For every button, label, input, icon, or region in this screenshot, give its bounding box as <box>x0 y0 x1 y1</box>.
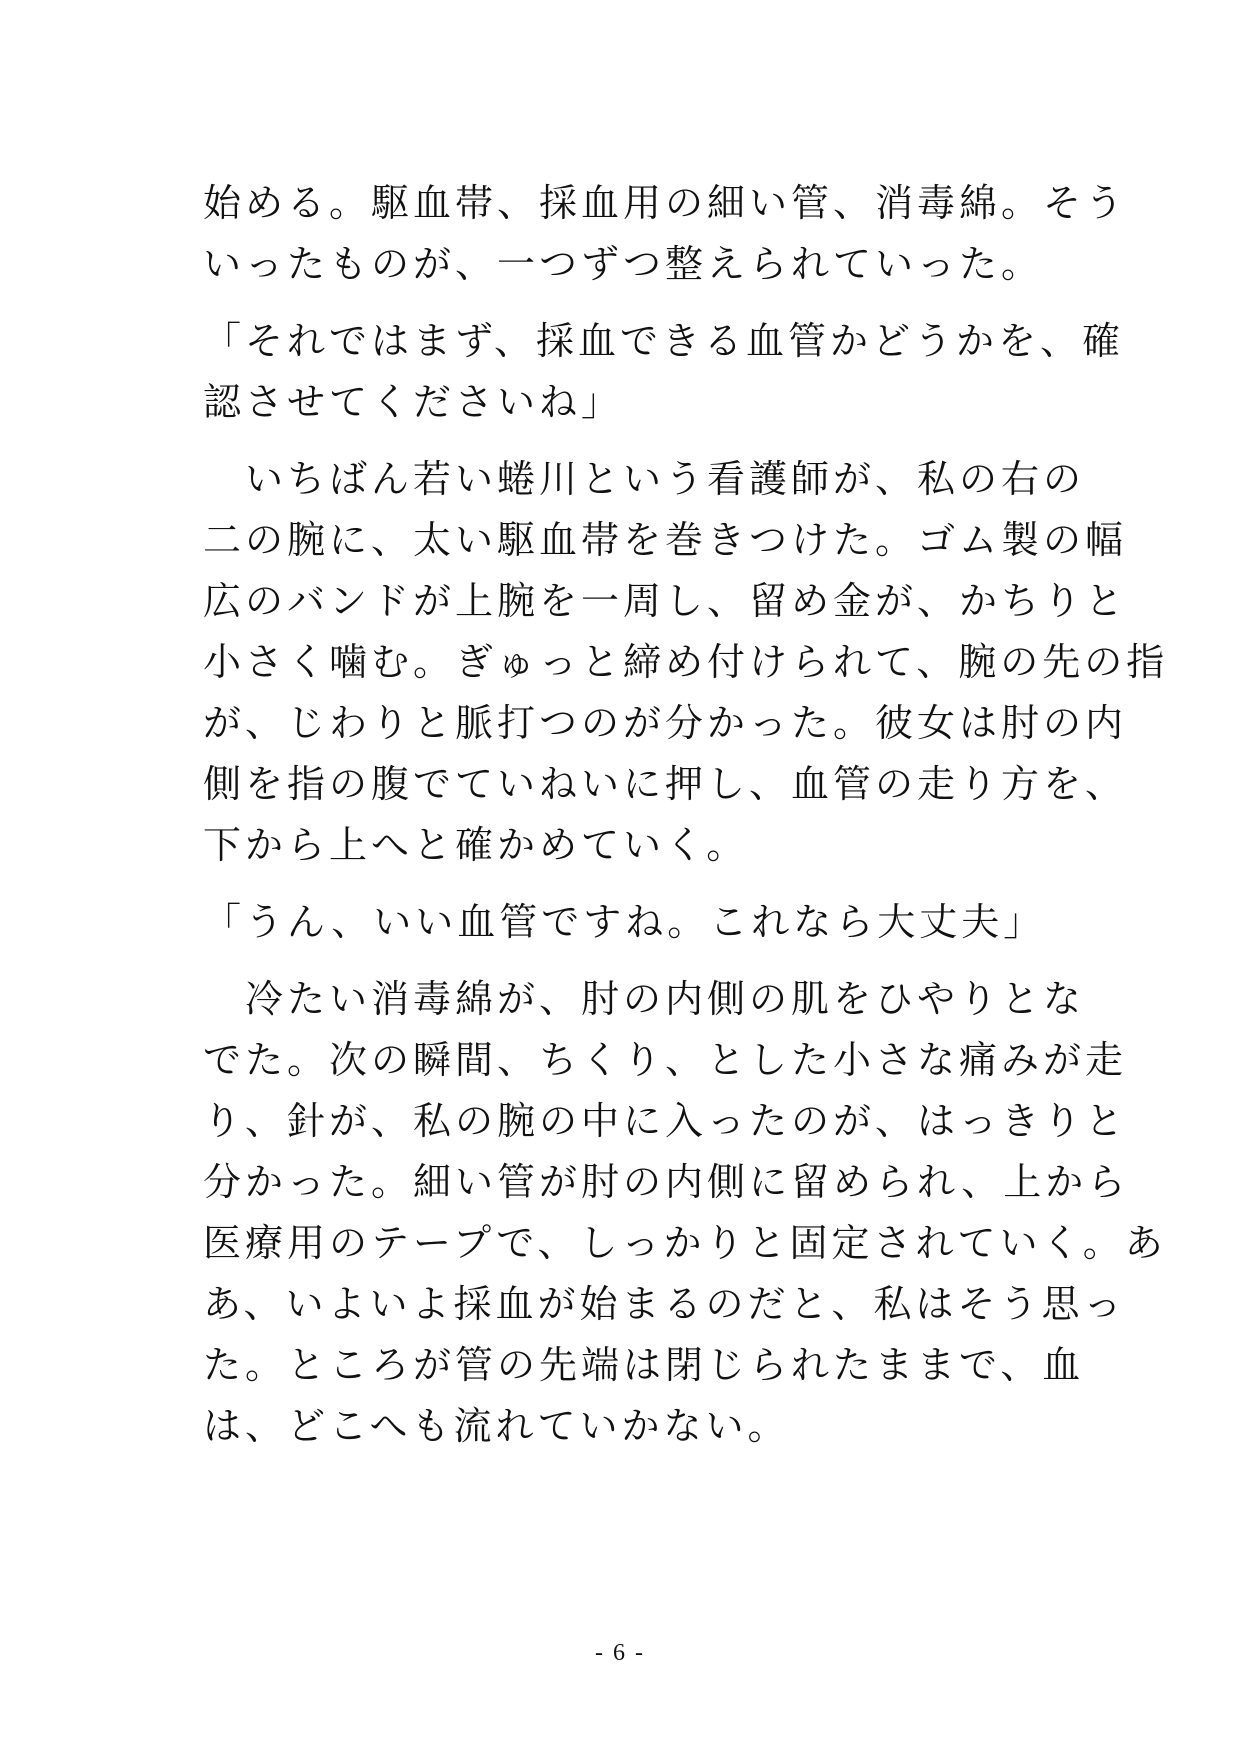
text-line: 側を指の腹でていねいに押し、血管の走り方を、 <box>203 762 1128 806</box>
text-line: 小さく噛む。ぎゅっと締め付けられて、腕の先の指 <box>203 640 1169 684</box>
paragraph-4-dialogue <box>203 892 1051 953</box>
text-line: いちばん若い蜷川という看護師が、私の右の <box>203 457 1086 501</box>
text-line: でた。次の瞬間、ちくり、とした小さな痛みが走 <box>203 1038 1128 1082</box>
text-line: 冷たい消毒綿が、肘の内側の肌をひやりとな <box>203 977 1086 1021</box>
text-line: 下から上へと確かめていく。 <box>203 823 749 867</box>
text-line: 「うん、いい血管ですね。これなら大丈夫」 <box>203 900 1046 944</box>
text-line: あ、いよいよ採血が始まるのだと、私はそう思っ <box>203 1282 1126 1326</box>
text-line: 「それではまず、採血できる血管かどうかを、確 <box>203 319 1124 363</box>
text-line: 医療用のテープで、しっかりと固定されていく。あ <box>203 1221 1167 1265</box>
text-line: た。ところが管の先端は閉じられたままで、血 <box>203 1343 1085 1387</box>
text-line: いったものが、一つずつ整えられていった。 <box>203 242 1044 286</box>
text-line: 二の腕に、太い駆血帯を巻きつけた。ゴム製の幅 <box>203 518 1128 562</box>
text-line: 始める。駆血帯、採血用の細い管、消毒綿。そう <box>203 181 1128 225</box>
paragraph-3 <box>203 449 1169 876</box>
paragraph-2-dialogue <box>203 311 1124 433</box>
paragraph-1 <box>203 173 1128 295</box>
text-line: 分かった。細い管が肘の内側に留められ、上から <box>203 1160 1130 1204</box>
text-line: が、じわりと脈打つのが分かった。彼女は肘の内 <box>203 701 1128 745</box>
text-line: 広のバンドが上腕を一周し、留め金が、かちりと <box>203 579 1128 623</box>
paragraph-5 <box>203 969 1167 1457</box>
text-line: は、どこへも流れていかない。 <box>203 1404 790 1448</box>
text-line: り、針が、私の腕の中に入ったのが、はっきりと <box>203 1099 1128 1143</box>
page-number: - 6 - <box>595 1640 645 1666</box>
text-line: 認させてくださいね」 <box>203 380 624 424</box>
body-text <box>203 173 1169 1457</box>
